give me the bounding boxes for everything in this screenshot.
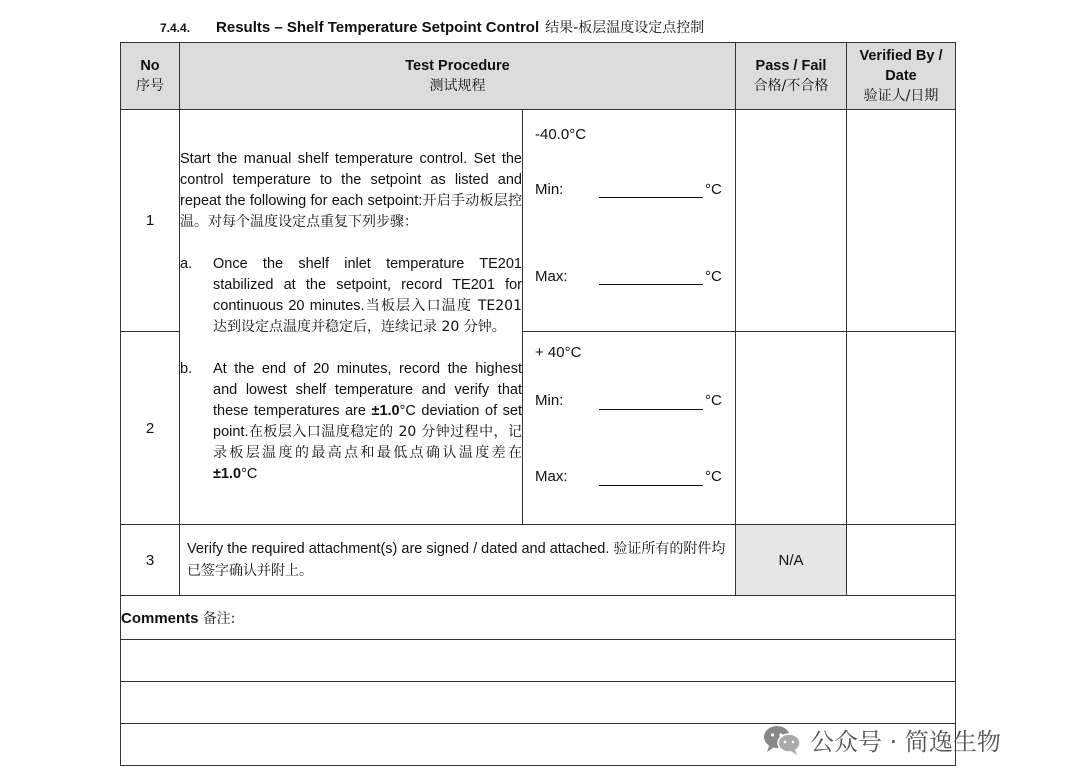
max-entry-line[interactable] [599,485,703,486]
min-entry-line[interactable] [599,409,703,410]
procedure-step-b: b. At the end of 20 minutes, record the highest and lowest shelf temperature and verify that these temperatures are ±1.0°C deviation of set point.在板层入口温度稳定的 20 分钟过程中，记录板层温度的最高点和最低点确认温度差在±1.0°C [180,361,522,482]
header-row [121,43,956,110]
table-row-1 [121,110,956,332]
min-entry-line[interactable] [599,197,703,198]
setpoint-cell [523,332,736,525]
row3-procedure: Verify the required attachment(s) are signed / dated and attached. 验证所有的附件均已签字确认并附上。 [180,525,736,596]
pass-fail-cell[interactable] [736,332,847,525]
max-label: Max: [535,268,568,285]
table-row-3 [121,525,956,596]
header-procedure: Test Procedure 测试规程 [180,43,736,110]
watermark [762,722,1001,757]
section-title-en: Results – Shelf Temperature Setpoint Control [216,19,540,36]
row-number: 1 [121,110,180,332]
max-unit: °C [705,468,722,485]
section-title-zh: 结果-板层温度设定点控制 [545,20,705,36]
wechat-icon [762,724,802,756]
header-no: No 序号 [121,43,180,110]
comments-label: Comments 备注: [121,596,956,640]
comments-line[interactable] [121,682,956,724]
min-unit: °C [705,181,722,198]
pass-fail-na: N/A [736,525,847,596]
max-entry-line[interactable] [599,284,703,285]
max-unit: °C [705,268,722,285]
procedure-step-a: a. Once the shelf inlet temperature TE201 stabilized at the setpoint, record TE201 for continuous 20 minutes.当板层入口温度 TE201 达到设定点温度并稳定后，连续记录 20 分钟。 [180,256,522,335]
results-table [120,42,956,766]
verified-cell[interactable] [847,110,956,332]
min-label: Min: [535,181,564,198]
min-label: Min: [535,392,564,409]
header-verified-by: Verified By / Date 验证人/日期 [847,43,956,110]
watermark-text: 公众号 · 简逸生物 [810,728,1001,756]
verified-cell[interactable] [847,332,956,525]
setpoint-cell [523,110,736,332]
verified-cell[interactable] [847,525,956,596]
setpoint-value: -40.0°C [535,126,587,143]
pass-fail-cell[interactable] [736,110,847,332]
min-unit: °C [705,392,722,409]
comments-line[interactable] [121,640,956,682]
row-number: 2 [121,332,180,525]
section-title [160,17,704,37]
row-number: 3 [121,525,180,596]
procedure-text [180,110,523,525]
procedure-intro: Start the manual shelf temperature control. Set the control temperature to the setpoint as listed and repeat the following for each setpoint:开启手动板层控温。对每个温度设定点重复下列步骤： [180,151,523,230]
section-number: 7.4.4. [160,21,191,35]
setpoint-value: + 40°C [535,344,582,361]
max-label: Max: [535,468,568,485]
header-pass-fail: Pass / Fail 合格/不合格 [736,43,847,110]
comments-row [121,596,956,640]
